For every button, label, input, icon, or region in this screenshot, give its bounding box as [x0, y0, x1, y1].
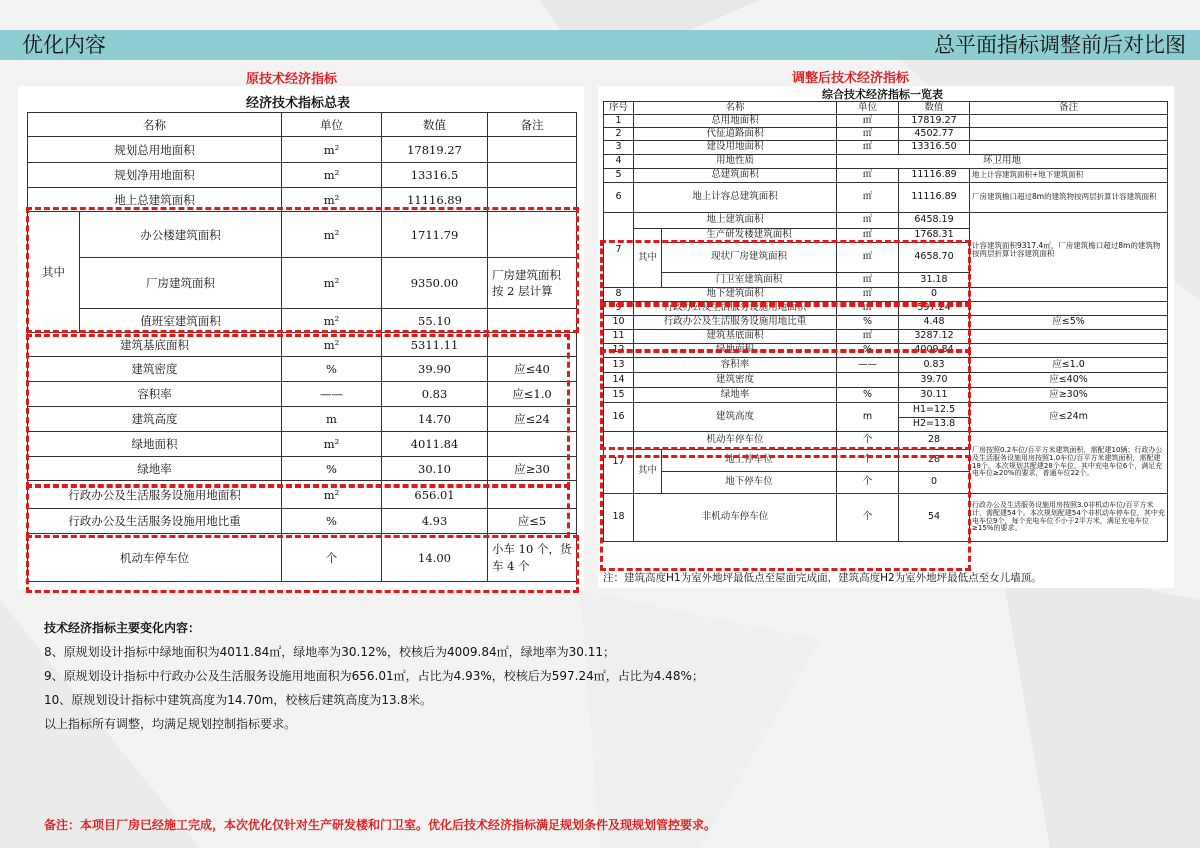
cell-note: [970, 330, 1168, 344]
cell-note: 应≤5%: [970, 316, 1168, 330]
summary-line: 8、原规划设计指标中绿地面积为4011.84㎡，绿地率为30.12%，校核后为4009.84㎡，绿地率为30.11；: [44, 645, 615, 659]
cell-unit: %: [837, 344, 899, 358]
summary-line: 10、原规划设计指标中建筑高度为14.70m，校核后建筑高度为13.8米。: [44, 693, 433, 707]
table-row: [604, 141, 1168, 155]
cell-value: 11116.89: [899, 169, 970, 183]
table-row: [604, 373, 1168, 388]
cell-note: 厂房建筑檐口超过8m的建筑物按两层折算计容建筑面积: [970, 183, 1168, 213]
cell-value: 11116.89: [382, 188, 488, 212]
cell-unit: ㎡: [837, 128, 899, 141]
cell-no: 14: [604, 373, 634, 388]
cell-note: [488, 137, 577, 163]
cell-unit: ㎡: [837, 273, 899, 288]
cell-value: 17819.27: [899, 115, 970, 128]
cell-name: 代征道路面积: [634, 128, 837, 141]
cell-note: 厂房按照0.2车位/百平方米建筑面积，需配建10辆；行政办公及生活服务设施用房按照1.0车位/百平方米建筑面积，需配建18个。本次规划共配建28个车位，其中充电车位6个，满足充电车位≥20%的要求，普通车位22个。: [970, 432, 1168, 494]
table-row: [28, 382, 577, 407]
left-table-title: 经济技术指标总表: [246, 96, 351, 111]
cell-no: 17: [604, 432, 634, 494]
group-label: 其中: [28, 212, 80, 333]
cell-name: 生产研发楼建筑面积: [662, 229, 837, 243]
cell-name: 容积率: [634, 358, 837, 373]
table-row: [28, 163, 577, 188]
cell-name: 地下停车位: [662, 472, 837, 494]
table-row: [28, 309, 577, 333]
change-summary: [44, 616, 704, 736]
cell-unit: m²: [282, 333, 382, 357]
cell-value: 4.93: [382, 509, 488, 534]
table-row: [28, 534, 577, 582]
group-label: 其中: [634, 229, 662, 288]
cell-unit: ㎡: [837, 183, 899, 213]
group-label: 其中: [634, 450, 662, 494]
cell-value: 656.01: [382, 481, 488, 509]
cell-name: 容积率: [28, 382, 282, 407]
cell-name: 绿地率: [28, 457, 282, 481]
cell-value: 14.00: [382, 534, 488, 582]
cell-value: 39.90: [382, 357, 488, 382]
cell-note: 应≥30: [488, 457, 577, 481]
right-red-title: 调整后技术经济指标: [792, 71, 910, 86]
cell-note: [970, 344, 1168, 358]
cell-name: 建筑密度: [28, 357, 282, 382]
table-row: [604, 302, 1168, 316]
cell-unit: m²: [282, 163, 382, 188]
cell-name: 行政办公及生活服务设施用地面积: [634, 302, 837, 316]
cell-name: 值班室建筑面积: [80, 309, 282, 333]
cell-note: [970, 302, 1168, 316]
cell-unit: m²: [282, 258, 382, 309]
table-row: [28, 407, 577, 432]
cell-note: 应≤40%: [970, 373, 1168, 388]
cell-unit: ㎡: [837, 213, 899, 229]
cell-value: 597.24: [899, 302, 970, 316]
table-row: [604, 288, 1168, 302]
col-header: 序号: [604, 102, 634, 115]
col-header: 单位: [282, 113, 382, 137]
table-row: [604, 128, 1168, 141]
cell-name: 建筑高度: [28, 407, 282, 432]
table-row: [604, 316, 1168, 330]
original-indicators-table: [27, 112, 577, 582]
page-title: 总平面指标调整前后对比图: [934, 33, 1186, 57]
cell-value: 1768.31: [899, 229, 970, 243]
table-row: [604, 330, 1168, 344]
cell-name: 总建筑面积: [634, 169, 837, 183]
cell-value: 30.10: [382, 457, 488, 481]
cell-value: 4.48: [899, 316, 970, 330]
cell-note: [488, 333, 577, 357]
summary-heading: 技术经济指标主要变化内容：: [44, 621, 201, 635]
cell-note: [970, 115, 1168, 128]
table-row: [604, 388, 1168, 403]
cell-name: 行政办公及生活服务设施用地比重: [28, 509, 282, 534]
cell-value: H1=12.5: [899, 403, 970, 418]
cell-no: 11: [604, 330, 634, 344]
cell-name: 地上总建筑面积: [28, 188, 282, 212]
cell-value: 0.83: [382, 382, 488, 407]
cell-unit: m²: [282, 309, 382, 333]
cell-unit: ㎡: [837, 302, 899, 316]
cell-unit: 个: [837, 432, 899, 450]
col-header: 数值: [899, 102, 970, 115]
cell-value: 28: [899, 450, 970, 472]
table-row: [28, 333, 577, 357]
col-header: 单位: [837, 102, 899, 115]
cell-no: 6: [604, 183, 634, 213]
cell-value: 3287.12: [899, 330, 970, 344]
cell-value: 13316.50: [899, 141, 970, 155]
cell-name: 地上计容总建筑面积: [634, 183, 837, 213]
left-red-title: 原技术经济指标: [246, 72, 338, 87]
cell-note: 计容建筑面积9317.4㎡，厂房建筑檐口超过8m的建筑物按两层折算计容建筑面积: [970, 213, 1168, 288]
cell-name: 行政办公及生活服务设施用地面积: [28, 481, 282, 509]
cell-note: [970, 128, 1168, 141]
cell-note: 应≥30%: [970, 388, 1168, 403]
col-header: 备注: [488, 113, 577, 137]
table-row: [604, 169, 1168, 183]
cell-unit: %: [837, 316, 899, 330]
table-row: [604, 115, 1168, 128]
table-row: [28, 258, 577, 309]
cell-note: [488, 163, 577, 188]
table-row: [604, 358, 1168, 373]
cell-unit: %: [282, 509, 382, 534]
cell-note: 应≤24m: [970, 403, 1168, 432]
adjusted-indicators-table: [603, 101, 1168, 542]
cell-unit: m: [282, 407, 382, 432]
section-title: 优化内容: [22, 33, 106, 57]
table-row: [28, 481, 577, 509]
summary-line: 以上指标所有调整，均满足规划控制指标要求。: [44, 717, 297, 731]
cell-unit: m²: [282, 137, 382, 163]
cell-unit: m²: [282, 212, 382, 258]
cell-value: 9350.00: [382, 258, 488, 309]
cell-name: 地上建筑面积: [634, 213, 837, 229]
cell-no: 12: [604, 344, 634, 358]
cell-value: 5311.11: [382, 333, 488, 357]
summary-line: 9、原规划设计指标中行政办公及生活服务设施用地面积为656.01㎡，占比为4.93%，校核后为597.24㎡，占比为4.48%；: [44, 669, 704, 683]
cell-value: 4502.77: [899, 128, 970, 141]
table-row: [604, 213, 1168, 229]
cell-unit: ㎡: [837, 330, 899, 344]
cell-name: 规划净用地面积: [28, 163, 282, 188]
cell-value: H2=13.8: [899, 418, 970, 432]
cell-note: [488, 188, 577, 212]
cell-name: 绿地率: [634, 388, 837, 403]
cell-unit: 个: [837, 450, 899, 472]
cell-name: 机动车停车位: [634, 432, 837, 450]
cell-name: 建筑密度: [634, 373, 837, 388]
cell-unit: ——: [282, 382, 382, 407]
cell-note: 厂房建筑面积按 2 层计算: [488, 258, 577, 309]
cell-name: 绿地面积: [634, 344, 837, 358]
table-row: [604, 403, 1168, 418]
cell-name: 门卫室建筑面积: [662, 273, 837, 288]
cell-name: 机动车停车位: [28, 534, 282, 582]
cell-no: 13: [604, 358, 634, 373]
table-row: [28, 212, 577, 258]
table-row: [28, 137, 577, 163]
cell-name: 建筑基底面积: [28, 333, 282, 357]
cell-name: 厂房建筑面积: [80, 258, 282, 309]
cell-value: 17819.27: [382, 137, 488, 163]
cell-note: [488, 212, 577, 258]
cell-unit: ㎡: [837, 288, 899, 302]
table-row: [604, 155, 1168, 169]
cell-unit: m²: [282, 432, 382, 457]
cell-unit: ——: [837, 358, 899, 373]
header-banner: [0, 30, 1200, 60]
cell-name: 地下建筑面积: [634, 288, 837, 302]
col-header: 名称: [28, 113, 282, 137]
cell-unit: [837, 373, 899, 388]
cell-no: 15: [604, 388, 634, 403]
remark-note: 备注：本项目厂房已经施工完成，本次优化仅针对生产研发楼和门卫室。优化后技术经济指标满足规划条件及现规划管控要求。: [44, 818, 717, 832]
table-row: [604, 183, 1168, 213]
cell-no: 3: [604, 141, 634, 155]
cell-no: 9: [604, 302, 634, 316]
cell-unit: m²: [282, 481, 382, 509]
cell-value: 31.18: [899, 273, 970, 288]
cell-name: 建筑基底面积: [634, 330, 837, 344]
cell-no: 5: [604, 169, 634, 183]
cell-name: 现状厂房建筑面积: [662, 243, 837, 273]
cell-name: 用地性质: [634, 155, 837, 169]
cell-note: 应≤1.0: [488, 382, 577, 407]
cell-note: [488, 432, 577, 457]
cell-no: 2: [604, 128, 634, 141]
cell-value: 30.11: [899, 388, 970, 403]
cell-unit: m²: [282, 188, 382, 212]
cell-value: 0: [899, 472, 970, 494]
cell-note: [488, 309, 577, 333]
cell-note: 地上计容建筑面积+地下建筑面积: [970, 169, 1168, 183]
cell-value: 13316.5: [382, 163, 488, 188]
cell-value: 1711.79: [382, 212, 488, 258]
table-row: [604, 432, 1168, 450]
cell-note: [970, 288, 1168, 302]
cell-no: 10: [604, 316, 634, 330]
cell-unit: %: [282, 357, 382, 382]
cell-name: 建筑高度: [634, 403, 837, 432]
cell-note: 应≤5: [488, 509, 577, 534]
cell-note: 应≤24: [488, 407, 577, 432]
cell-name: 办公楼建筑面积: [80, 212, 282, 258]
table-header-row: [604, 102, 1168, 115]
table-row: [28, 357, 577, 382]
table-row: [604, 344, 1168, 358]
cell-note: 应≤1.0: [970, 358, 1168, 373]
cell-no: 8: [604, 288, 634, 302]
cell-unit: m: [837, 403, 899, 432]
cell-unit: 个: [837, 472, 899, 494]
cell-note: [970, 141, 1168, 155]
cell-note: 环卫用地: [837, 155, 1168, 169]
cell-unit: %: [837, 388, 899, 403]
cell-name: 总用地面积: [634, 115, 837, 128]
cell-value: 4658.70: [899, 243, 970, 273]
cell-no: 4: [604, 155, 634, 169]
cell-name: 行政办公及生活服务设施用地比重: [634, 316, 837, 330]
cell-unit: 个: [837, 494, 899, 542]
cell-value: 55.10: [382, 309, 488, 333]
cell-unit: ㎡: [837, 229, 899, 243]
cell-no: 18: [604, 494, 634, 542]
cell-unit: ㎡: [837, 169, 899, 183]
cell-note: 应≤40: [488, 357, 577, 382]
cell-name: 地上停车位: [662, 450, 837, 472]
cell-note: 行政办公及生活服务设施用房按照3.0非机动车位/百平方米计，需配建54个。本次规划配建54个非机动车停车位，其中充电车位9个，每个充电车位不小于2平方米，满足充电车位≥15%的要求。: [970, 494, 1168, 542]
cell-no: 1: [604, 115, 634, 128]
cell-name: 建设用地面积: [634, 141, 837, 155]
cell-no: 7: [604, 213, 634, 288]
table-row: [28, 188, 577, 212]
cell-value: 54: [899, 494, 970, 542]
col-header: 名称: [634, 102, 837, 115]
cell-name: 非机动车停车位: [634, 494, 837, 542]
col-header: 备注: [970, 102, 1168, 115]
col-header: 数值: [382, 113, 488, 137]
cell-value: 4011.84: [382, 432, 488, 457]
cell-unit: ㎡: [837, 243, 899, 273]
table-row: [28, 509, 577, 534]
cell-value: 14.70: [382, 407, 488, 432]
cell-value: 0.83: [899, 358, 970, 373]
cell-no: 16: [604, 403, 634, 432]
cell-name: 绿地面积: [28, 432, 282, 457]
table-row: [28, 457, 577, 481]
table-footnote: 注：建筑高度H1为室外地坪最低点至屋面完成面，建筑高度H2为室外地坪最低点至女儿墙顶。: [603, 572, 1042, 584]
cell-unit: ㎡: [837, 115, 899, 128]
cell-value: 39.70: [899, 373, 970, 388]
cell-value: 11116.89: [899, 183, 970, 213]
cell-unit: %: [282, 457, 382, 481]
cell-value: 0: [899, 288, 970, 302]
cell-value: 4009.84: [899, 344, 970, 358]
cell-value: 28: [899, 432, 970, 450]
table-header-row: [28, 113, 577, 137]
cell-value: 6458.19: [899, 213, 970, 229]
cell-unit: ㎡: [837, 141, 899, 155]
table-row: [604, 494, 1168, 542]
cell-note: 小车 10 个，货车 4 个: [488, 534, 577, 582]
table-row: [28, 432, 577, 457]
cell-name: 规划总用地面积: [28, 137, 282, 163]
right-table-title: 综合技术经济指标一览表: [822, 88, 943, 101]
cell-unit: 个: [282, 534, 382, 582]
cell-note: [488, 481, 577, 509]
